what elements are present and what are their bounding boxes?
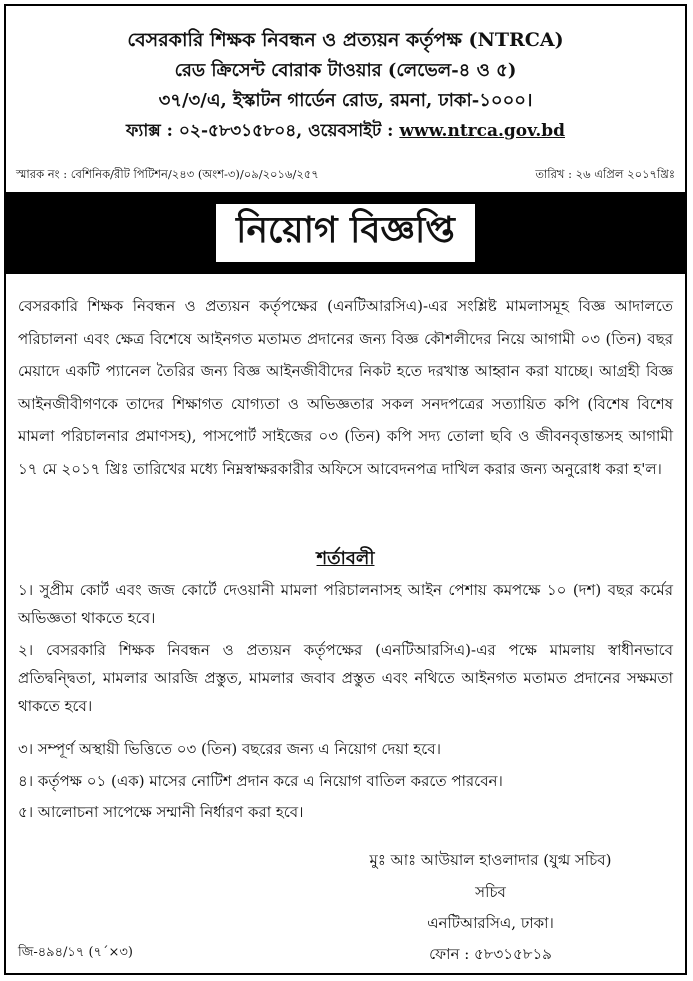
reference-row bbox=[16, 166, 675, 185]
org-building: রেড ক্রিসেন্ট বোরাক টাওয়ার (লেভেল-৪ ও ৫) bbox=[174, 60, 517, 81]
condition-item: ২। বেসরকারি শিক্ষক নিবন্ধন ও প্রত্যয়ন কর্তৃপক্ষের (এনটিআরসিএ)-এর পক্ষে মামলায় স্বাধীনভাবে প্রতিদ্বন্দ্বিতা, মামলার আরজি প্রস্তুত, মামলার জবাব প্রস্তুত এবং নথিতে আইনগত মতামত প্রদানের সক্ষমতা থাকতে হবে। bbox=[18, 641, 673, 715]
website-link[interactable]: www.ntrca.gov.bd bbox=[399, 121, 566, 141]
conditions-heading-text: শর্তাবলী bbox=[316, 548, 375, 569]
org-contact bbox=[6, 118, 685, 146]
condition-item: ৩। সম্পূর্ণ অস্থায়ী ভিত্তিতে ০৩ (তিন) বছরের জন্য এ নিয়োগ দেয়া হবে। bbox=[18, 740, 441, 758]
notice-body: বেসরকারি শিক্ষক নিবন্ধন ও প্রত্যয়ন কর্তৃপক্ষের (এনটিআরসিএ)-এর সংশ্লিষ্ট মামলাসমূহ বিজ্ঞ আদালতে পরিচালনা এবং ক্ষেত্র বিশেষে আইনগত মতামত প্রদানের জন্য বিজ্ঞ কৌশলীদের নিয়ে আগামী ০৩ (তিন) বছর মেয়াদে একটি প্যানেল তৈরির জন্য বিজ্ঞ আইনজীবীদের নিকট হতে দরখাস্ত আহ্বান করা যাচ্ছে। আগ্রহী বিজ্ঞ আইনজীবীগণকে তাদের শিক্ষাগত যোগ্যতা ও অভিজ্ঞতার সকল সনদপত্রের সত্যায়িত কপি (বিশেষ বিশেষ মামলা পরিচালনার প্রমাণসহ), পাসপোর্ট সাইজের ০৩ (তিন) কপি সদ্য তোলা ছবি ও জীবনবৃত্তান্তসহ আগামী ১৭ মে ২০১৭ খ্রিঃ তারিখের মধ্যে নিম্নস্বাক্ষরকারীর অফিসে আবেদনপত্র দাখিল করার জন্য অনুরোধ করা হ'ল। bbox=[18, 297, 673, 478]
signatory-name: মুঃ আঃ আউয়াল হাওলাদার (যুগ্ম সচিব) bbox=[369, 851, 612, 869]
notice-title: নিয়োগ বিজ্ঞপ্তি bbox=[214, 202, 477, 264]
org-address: ৩৭/৩/এ, ইস্কাটন গার্ডেন রোড, রমনা, ঢাকা-১০০০। bbox=[158, 90, 533, 111]
footer-code: জি-৪৯৪/১৭ (৭ˊ×৩) bbox=[18, 945, 133, 960]
condition-item: ৫। আলোচনা সাপেক্ষে সম্মানী নির্ধারণ করা হবে। bbox=[18, 803, 304, 821]
memo-number: স্মারক নং : বেশিনিক/রীট পিটিশন/২৪৩ (অংশ-৩)/০৯/২০১৬/২৫৭ bbox=[16, 167, 319, 181]
title-banner bbox=[6, 192, 685, 274]
signatory-title: সচিব bbox=[475, 883, 506, 901]
conditions-heading bbox=[6, 544, 685, 575]
notice-page bbox=[4, 4, 687, 975]
notice-date: তারিখ : ২৬ এপ্রিল ২০১৭খ্রিঃ bbox=[535, 167, 675, 181]
signatory-phone: ফোন : ৫৮৩১৫৮১৯ bbox=[429, 945, 552, 963]
condition-item: ১। সুপ্রীম কোর্ট এবং জজ কোর্টে দেওয়ানী মামলা পরিচালনাসহ আইন পেশায় কমপক্ষে ১০ (দশ) বছর কর্মের অভিজ্ঞতা থাকতে হবে। bbox=[18, 581, 673, 627]
signatory-org: এনটিআরসিএ, ঢাকা। bbox=[427, 914, 554, 932]
condition-item: ৪। কর্তৃপক্ষ ০১ (এক) মাসের নোটিশ প্রদান করে এ নিয়োগ বাতিল করতে পারবেন। bbox=[18, 772, 503, 790]
fax-label: ফ্যাক্স : ০২-৫৮৩১৫৮০৪, ওয়েবসাইট : bbox=[125, 121, 400, 141]
org-name: বেসরকারি শিক্ষক নিবন্ধন ও প্রত্যয়ন কর্তৃপক্ষ (NTRCA) bbox=[127, 29, 564, 51]
